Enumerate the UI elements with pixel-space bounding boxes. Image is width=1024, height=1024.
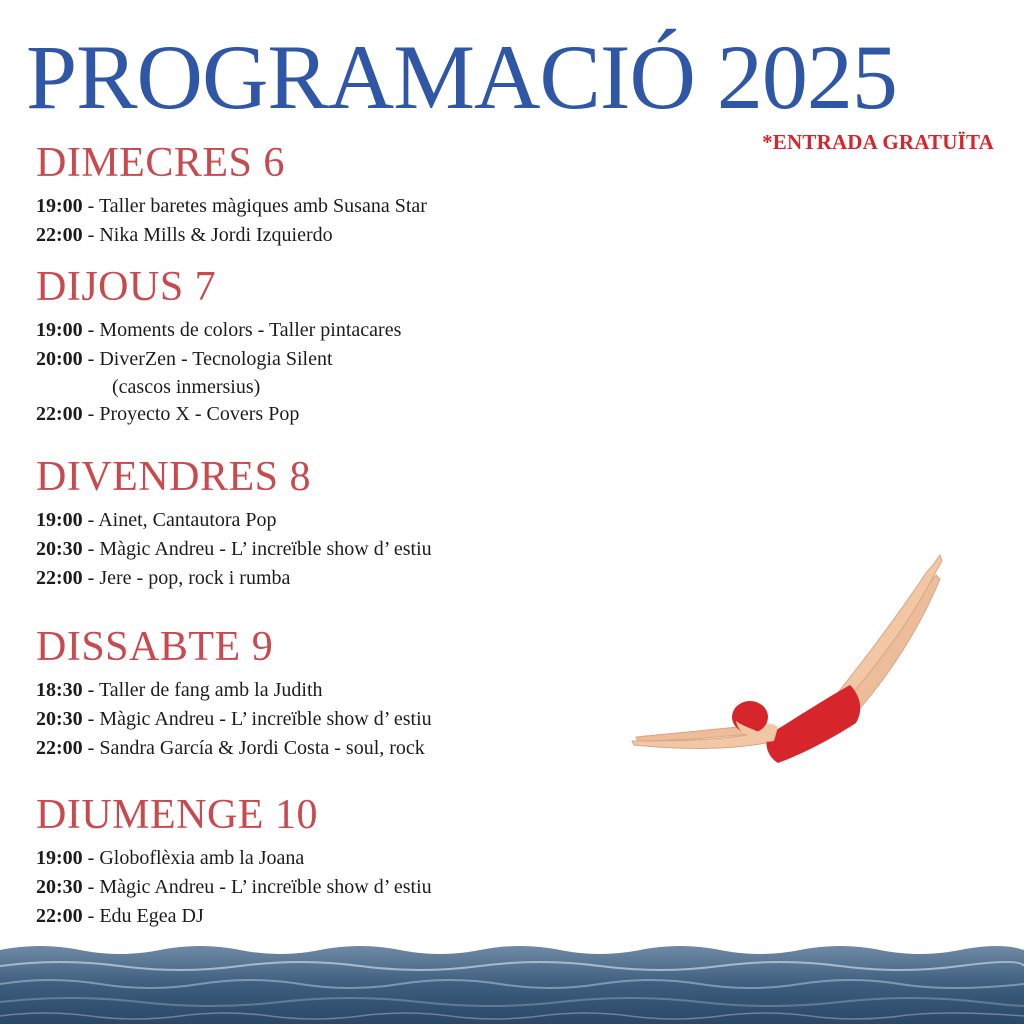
event-time: 20:00 [36, 348, 83, 370]
sea-waves-icon [0, 940, 1024, 1024]
event-row [36, 564, 636, 593]
day-heading: DIVENDRES 8 [36, 454, 311, 500]
event-row [36, 345, 636, 400]
event-row [36, 844, 636, 873]
event-text: - Ainet, Cantautora Pop [82, 509, 277, 531]
event-row [36, 902, 636, 931]
day-heading: DIMECRES 6 [36, 140, 285, 186]
event-row [36, 705, 636, 734]
event-text: - Edu Egea DJ [82, 905, 204, 927]
event-time: 22:00 [36, 905, 83, 927]
free-entry-badge: *ENTRADA GRATUÏTA [762, 130, 994, 154]
event-text: - Sandra García & Jordi Costa - soul, rock [82, 737, 425, 759]
event-text: - Màgic Andreu - L’ increïble show d’ estiu [82, 538, 432, 560]
event-row [36, 873, 636, 902]
event-subtext: (cascos inmersius) [112, 376, 261, 398]
event-row [36, 400, 636, 429]
day-section-wednesday [36, 140, 636, 250]
event-row [36, 316, 636, 345]
event-row [36, 535, 636, 564]
diving-swimmer-icon [628, 545, 948, 770]
event-time: 22:00 [36, 567, 83, 589]
event-time: 19:00 [36, 195, 83, 217]
event-text: - Nika Mills & Jordi Izquierdo [82, 224, 333, 246]
event-row [36, 734, 636, 763]
day-section-thursday [36, 264, 636, 429]
event-row [36, 221, 636, 250]
day-heading: DIJOUS 7 [36, 264, 217, 310]
event-time: 20:30 [36, 538, 83, 560]
event-row [36, 192, 636, 221]
event-time: 19:00 [36, 319, 83, 341]
event-time: 19:00 [36, 847, 83, 869]
day-section-sunday [36, 792, 636, 931]
event-time: 22:00 [36, 403, 83, 425]
event-text: - Jere - pop, rock i rumba [82, 567, 291, 589]
event-time: 18:30 [36, 679, 83, 701]
page-title [26, 22, 1006, 132]
event-text: - Màgic Andreu - L’ increïble show d’ estiu [82, 876, 432, 898]
event-text: - Taller baretes màgiques amb Susana Star [82, 195, 427, 217]
event-time: 19:00 [36, 509, 83, 531]
event-time: 22:00 [36, 737, 83, 759]
day-section-friday [36, 454, 636, 593]
title-year: 2025 [716, 26, 897, 128]
event-text: - Moments de colors - Taller pintacares [82, 319, 402, 341]
event-row [36, 676, 636, 705]
event-time: 22:00 [36, 224, 83, 246]
event-time: 20:30 [36, 708, 83, 730]
event-text: - Taller de fang amb la Judith [82, 679, 323, 701]
day-section-saturday [36, 624, 636, 763]
title-word: PROGRAMACIÓ [26, 26, 695, 128]
day-heading: DIUMENGE 10 [36, 792, 318, 838]
event-text: - Globoflèxia amb la Joana [82, 847, 305, 869]
day-heading: DISSABTE 9 [36, 624, 274, 670]
event-text: - Màgic Andreu - L’ increïble show d’ estiu [82, 708, 432, 730]
event-time: 20:30 [36, 876, 83, 898]
event-text: - DiverZen - Tecnologia Silent [82, 348, 333, 370]
event-row [36, 506, 636, 535]
event-text: - Proyecto X - Covers Pop [82, 403, 300, 425]
